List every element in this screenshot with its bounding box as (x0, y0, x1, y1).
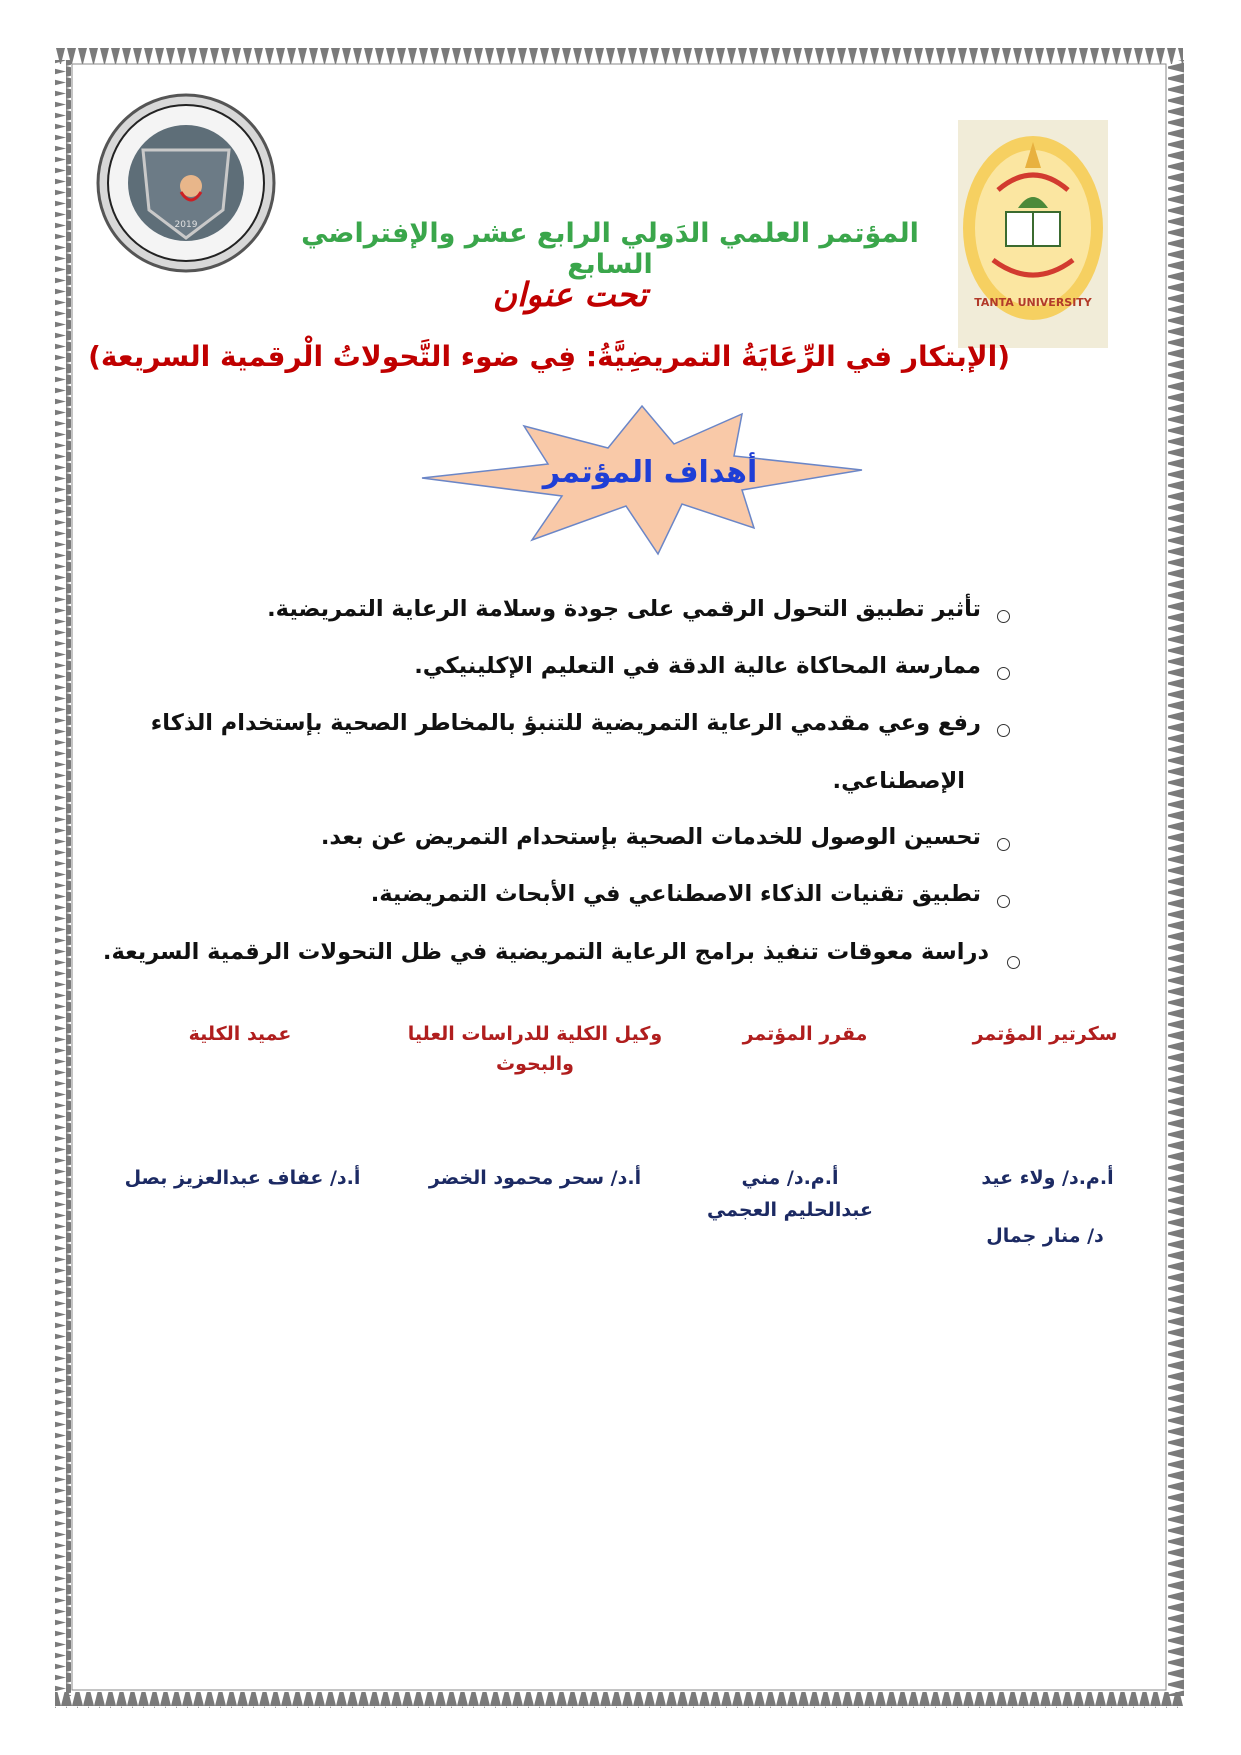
dean-name: أ.د/ عفاف عبدالعزيز بصل (124, 1167, 361, 1189)
bullet-icon (997, 610, 1010, 623)
vice-dean-name: أ.د/ سحر محمود الخضر (428, 1167, 642, 1189)
secretary-role: سكرتير المؤتمر (972, 1023, 1118, 1045)
bullet-icon (1007, 956, 1020, 969)
svg-text:TANTA UNIVERSITY: TANTA UNIVERSITY (974, 296, 1092, 309)
secretary-name-2: د/ منار جمال (986, 1225, 1104, 1247)
dean-role: عميد الكلية (188, 1023, 292, 1045)
goal-item: تأثير تطبيق التحول الرقمي على جودة وسلامة الرعاية التمريضية. (267, 596, 981, 622)
faculty-logo (95, 92, 277, 274)
under-title-label: تحت عنوان (492, 275, 648, 314)
bullet-icon (997, 838, 1010, 851)
goal-item: تحسين الوصول للخدمات الصحية بإستحدام التمريض عن بعد. (320, 824, 981, 850)
goal-item: دراسة معوقات تنفيذ برامج الرعاية التمريضية في ظل التحولات الرقمية السريعة. (102, 939, 989, 965)
goal-item: تطبيق تقنيات الذكاء الاصطناعي في الأبحاث التمريضية. (370, 881, 981, 907)
goal-item-continuation: الإصطناعي. (832, 768, 965, 794)
vice-dean-role: وكيل الكلية للدراسات العليا والبحوث (407, 1023, 663, 1075)
goal-item: رفع وعي مقدمي الرعاية التمريضية للتنبؤ بالمخاطر الصحية بإستخدام الذكاء (150, 710, 981, 736)
bullet-icon (997, 724, 1010, 737)
conference-theme: (الإبتكار في الرِّعَايَةُ التمريضِيَّةُ: فِي ضوء التَّحولاتُ الْرقمية السريعة) (88, 340, 1010, 373)
svg-text:2019: 2019 (174, 220, 198, 230)
conference-title: المؤتمر العلمي الدَولي الرابع عشر والإفتراضي السابع (301, 218, 919, 280)
goal-item: ممارسة المحاكاة عالية الدقة في التعليم الإكلينيكي. (414, 653, 981, 679)
bullet-icon (997, 667, 1010, 680)
rapporteur-role: مقرر المؤتمر (742, 1023, 868, 1045)
university-logo (958, 120, 1108, 348)
bullet-icon (997, 895, 1010, 908)
goals-heading: أهداف المؤتمر (542, 455, 758, 490)
rapporteur-name: أ.م.د/ مني عبدالحليم العجمي (706, 1167, 874, 1221)
secretary-name: أ.م.د/ ولاء عيد (981, 1167, 1114, 1189)
